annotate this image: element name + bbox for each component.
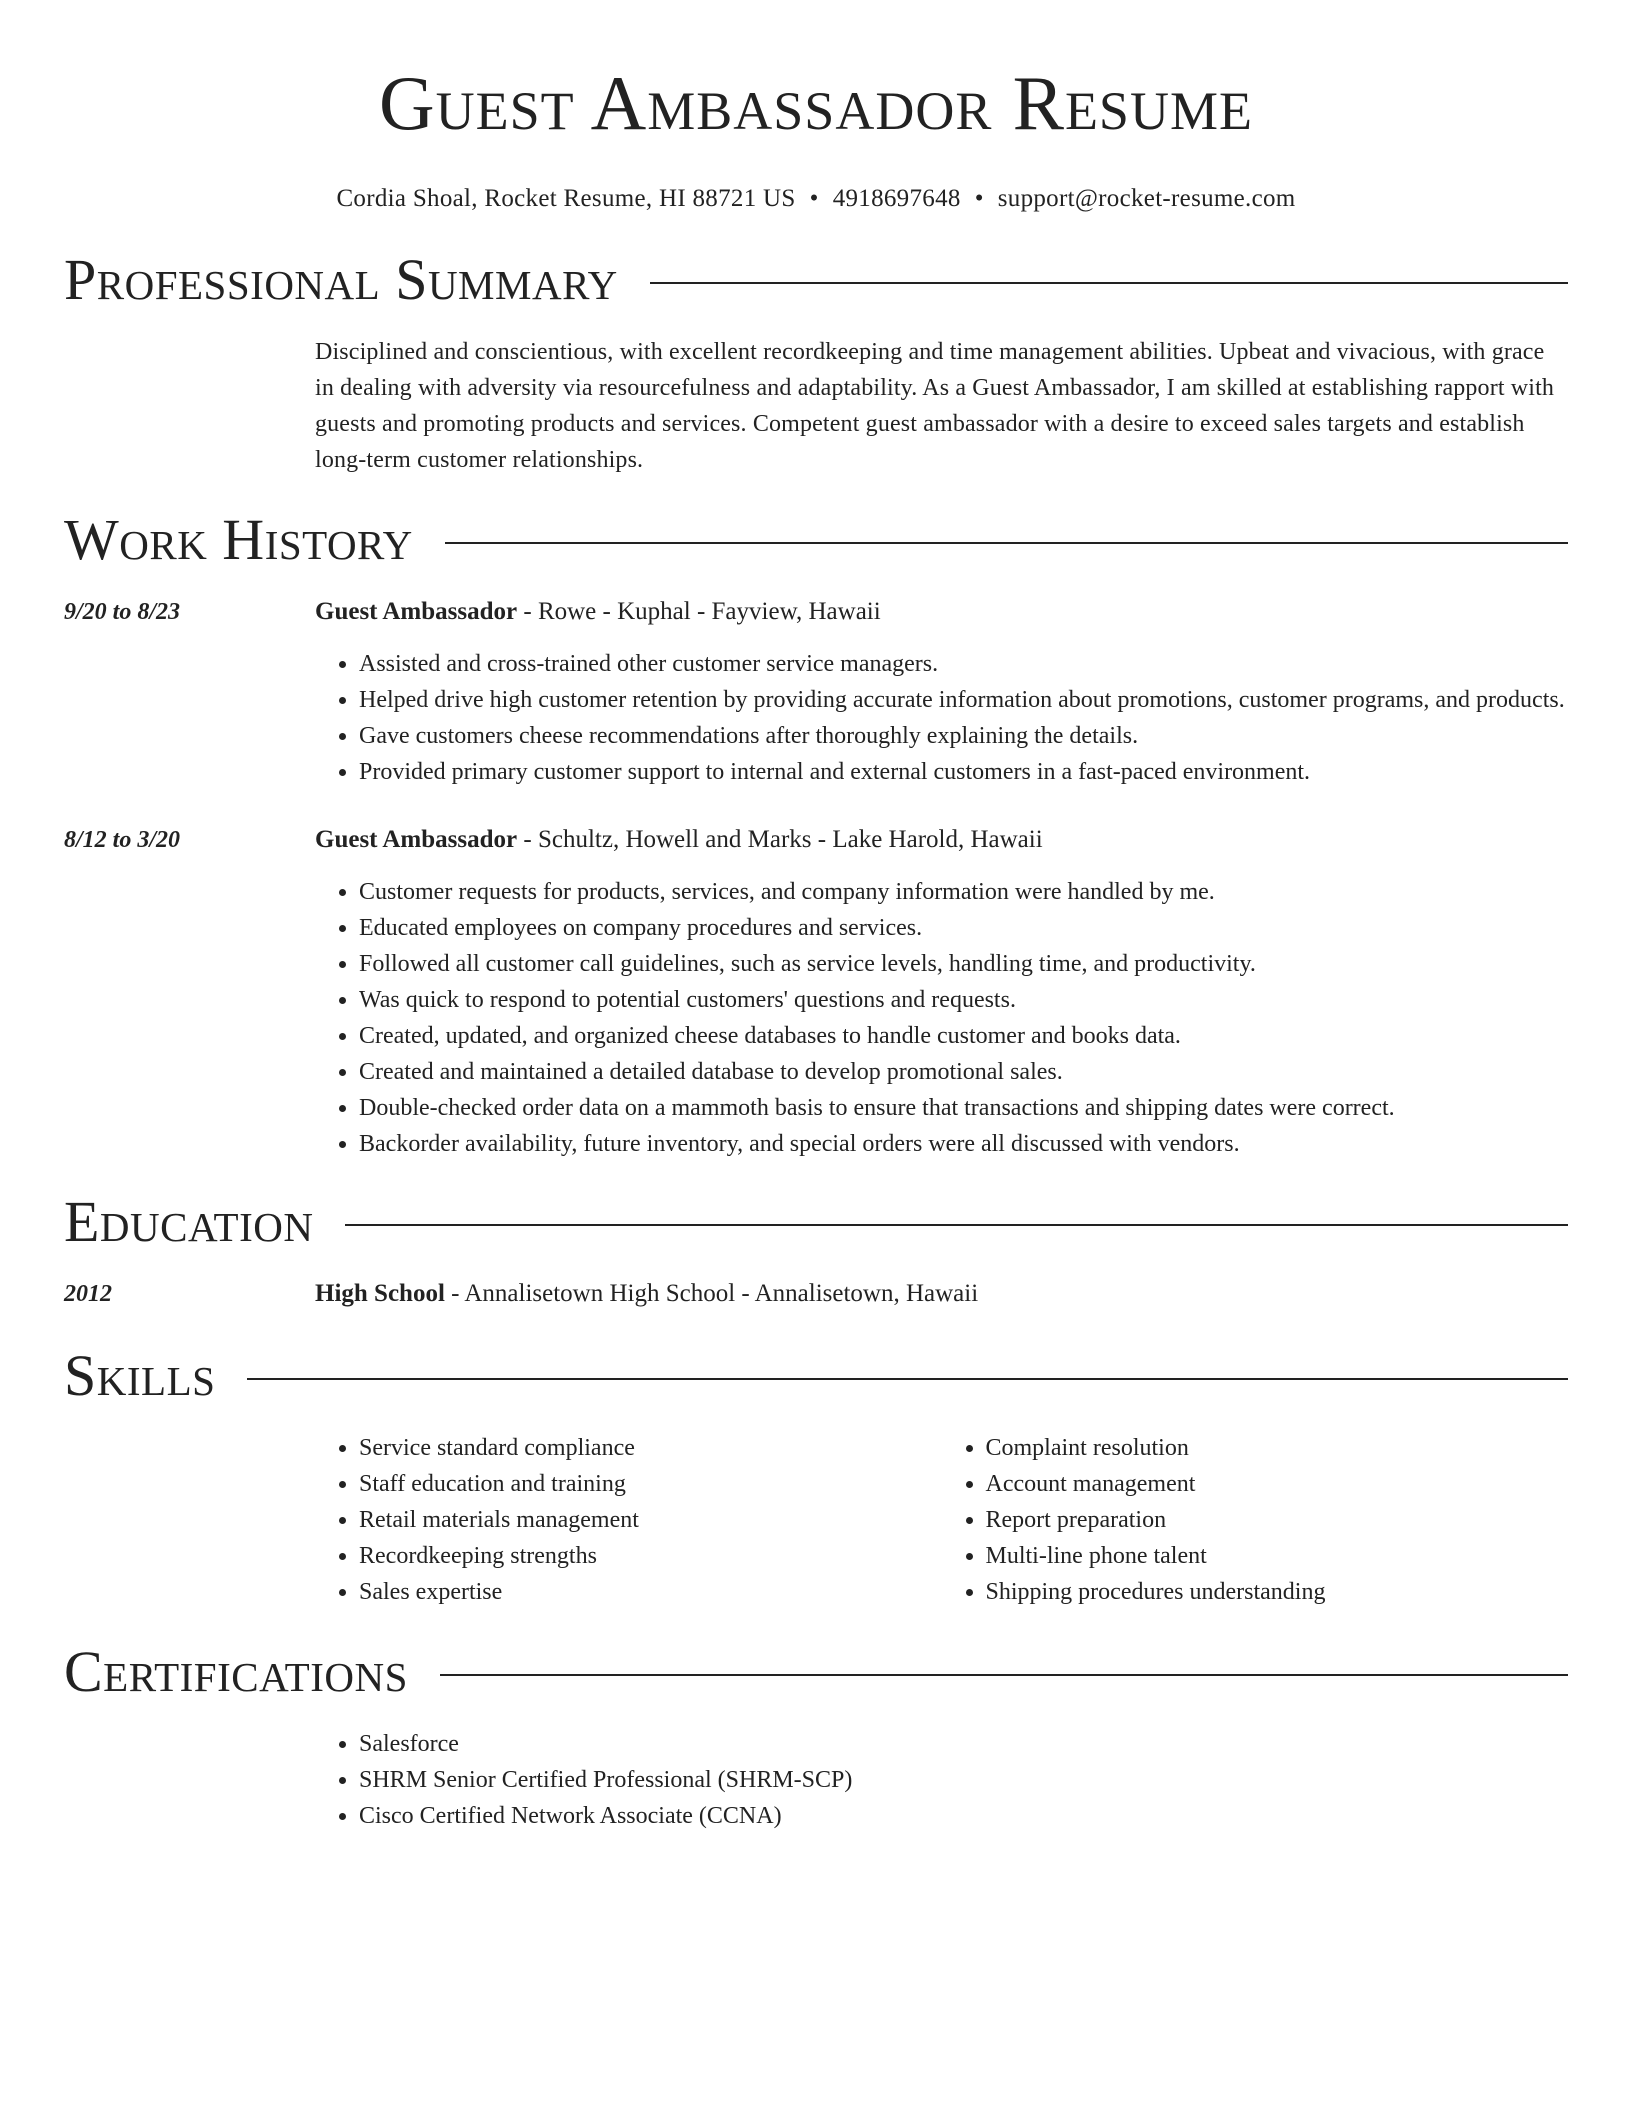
list-item: • Staff education and training (359, 1466, 942, 1502)
list-item: • Salesforce (359, 1726, 1568, 1762)
list-item: • Double-checked order data on a mammoth basis to ensure that transactions and shipping dates were correct. (359, 1090, 1568, 1126)
list-item: • Shipping procedures understanding (986, 1574, 1569, 1610)
summary-text: Disciplined and conscientious, with excellent recordkeeping and time management abilities. Upbeat and vivacious, with grace in dealing with adversity via resourcefulness and adaptability. As a Guest Ambassador, I am skilled at establishing rapport with guests and promoting products and services. Competent guest ambassador with a desire to exceed sales targets and establish long-term customer relationships. (315, 339, 1555, 473)
section-header-work (64, 508, 1568, 572)
section-divider (445, 542, 1568, 544)
list-item: • Backorder availability, future inventory, and special orders were all discussed with vendors. (359, 1126, 1568, 1162)
job-entry (64, 594, 1568, 790)
list-item: • Cisco Certified Network Associate (CCNA) (359, 1798, 1568, 1834)
section-title-work: Work History (64, 507, 413, 572)
section-title-skills: Skills (64, 1343, 216, 1408)
skills-grid (315, 1430, 1568, 1610)
section-divider (345, 1224, 1568, 1226)
contact-line (64, 184, 1568, 214)
list-item: • Assisted and cross-trained other customer service managers. (359, 646, 1568, 682)
section-divider (247, 1378, 1568, 1380)
job-date: 8/12 to 3/20 (64, 827, 181, 853)
list-item: • Account management (986, 1466, 1569, 1502)
list-item: • Created and maintained a detailed database to develop promotional sales. (359, 1054, 1568, 1090)
job-title: Guest Ambassador (315, 598, 518, 625)
job-bullets (315, 646, 1568, 790)
resume-title: Guest Ambassador Resume (379, 60, 1253, 146)
education-heading (315, 1276, 1568, 1312)
list-item: • Helped drive high customer retention by providing accurate information about promotions, customer programs, and products. (359, 682, 1568, 718)
contact-address: Cordia Shoal, Rocket Resume, HI 88721 US (336, 185, 796, 212)
job-employer: - Schultz, Howell and Marks - Lake Harold, Hawaii (517, 826, 1043, 853)
list-item: • Gave customers cheese recommendations after thoroughly explaining the details. (359, 718, 1568, 754)
job-date: 9/20 to 8/23 (64, 599, 181, 625)
section-divider (650, 282, 1568, 284)
education-entry (64, 1276, 1568, 1312)
section-header-certifications (64, 1640, 1568, 1704)
job-bullets (315, 874, 1568, 1162)
list-item: • Report preparation (986, 1502, 1569, 1538)
job-entry (64, 822, 1568, 1162)
section-header-skills (64, 1344, 1568, 1408)
section-title-certifications: Certifications (64, 1639, 408, 1704)
section-title-summary: Professional Summary (64, 247, 618, 312)
section-divider (440, 1674, 1568, 1676)
list-item: • SHRM Senior Certified Professional (SHRM-SCP) (359, 1762, 1568, 1798)
job-title: Guest Ambassador (315, 826, 518, 853)
section-header-summary (64, 248, 1568, 312)
list-item: • Educated employees on company procedures and services. (359, 910, 1568, 946)
section-header-education (64, 1190, 1568, 1254)
job-heading (315, 594, 1568, 630)
list-item: • Provided primary customer support to internal and external customers in a fast-paced environment. (359, 754, 1568, 790)
skills-column-right (942, 1430, 1569, 1610)
list-item: • Complaint resolution (986, 1430, 1569, 1466)
contact-email: support@rocket-resume.com (997, 185, 1296, 212)
list-item: • Customer requests for products, services, and company information were handled by me. (359, 874, 1568, 910)
list-item: • Service standard compliance (359, 1430, 942, 1466)
list-item: • Recordkeeping strengths (359, 1538, 942, 1574)
contact-phone: 4918697648 (832, 185, 961, 212)
list-item: • Followed all customer call guidelines, such as service levels, handling time, and productivity. (359, 946, 1568, 982)
education-degree: High School (315, 1280, 445, 1307)
job-heading (315, 822, 1568, 858)
list-item: • Created, updated, and organized cheese databases to handle customer and books data. (359, 1018, 1568, 1054)
contact-separator: • (974, 185, 984, 212)
list-item: • Was quick to respond to potential customers' questions and requests. (359, 982, 1568, 1018)
skills-column-left (315, 1430, 942, 1610)
education-school: - Annalisetown High School - Annalisetown, Hawaii (444, 1280, 979, 1307)
list-item: • Multi-line phone talent (986, 1538, 1569, 1574)
contact-separator: • (809, 185, 819, 212)
certifications-list (315, 1726, 1568, 1834)
job-employer: - Rowe - Kuphal - Fayview, Hawaii (517, 598, 881, 625)
education-date: 2012 (64, 1281, 112, 1307)
list-item: • Sales expertise (359, 1574, 942, 1610)
section-title-education: Education (64, 1189, 314, 1254)
list-item: • Retail materials management (359, 1502, 942, 1538)
